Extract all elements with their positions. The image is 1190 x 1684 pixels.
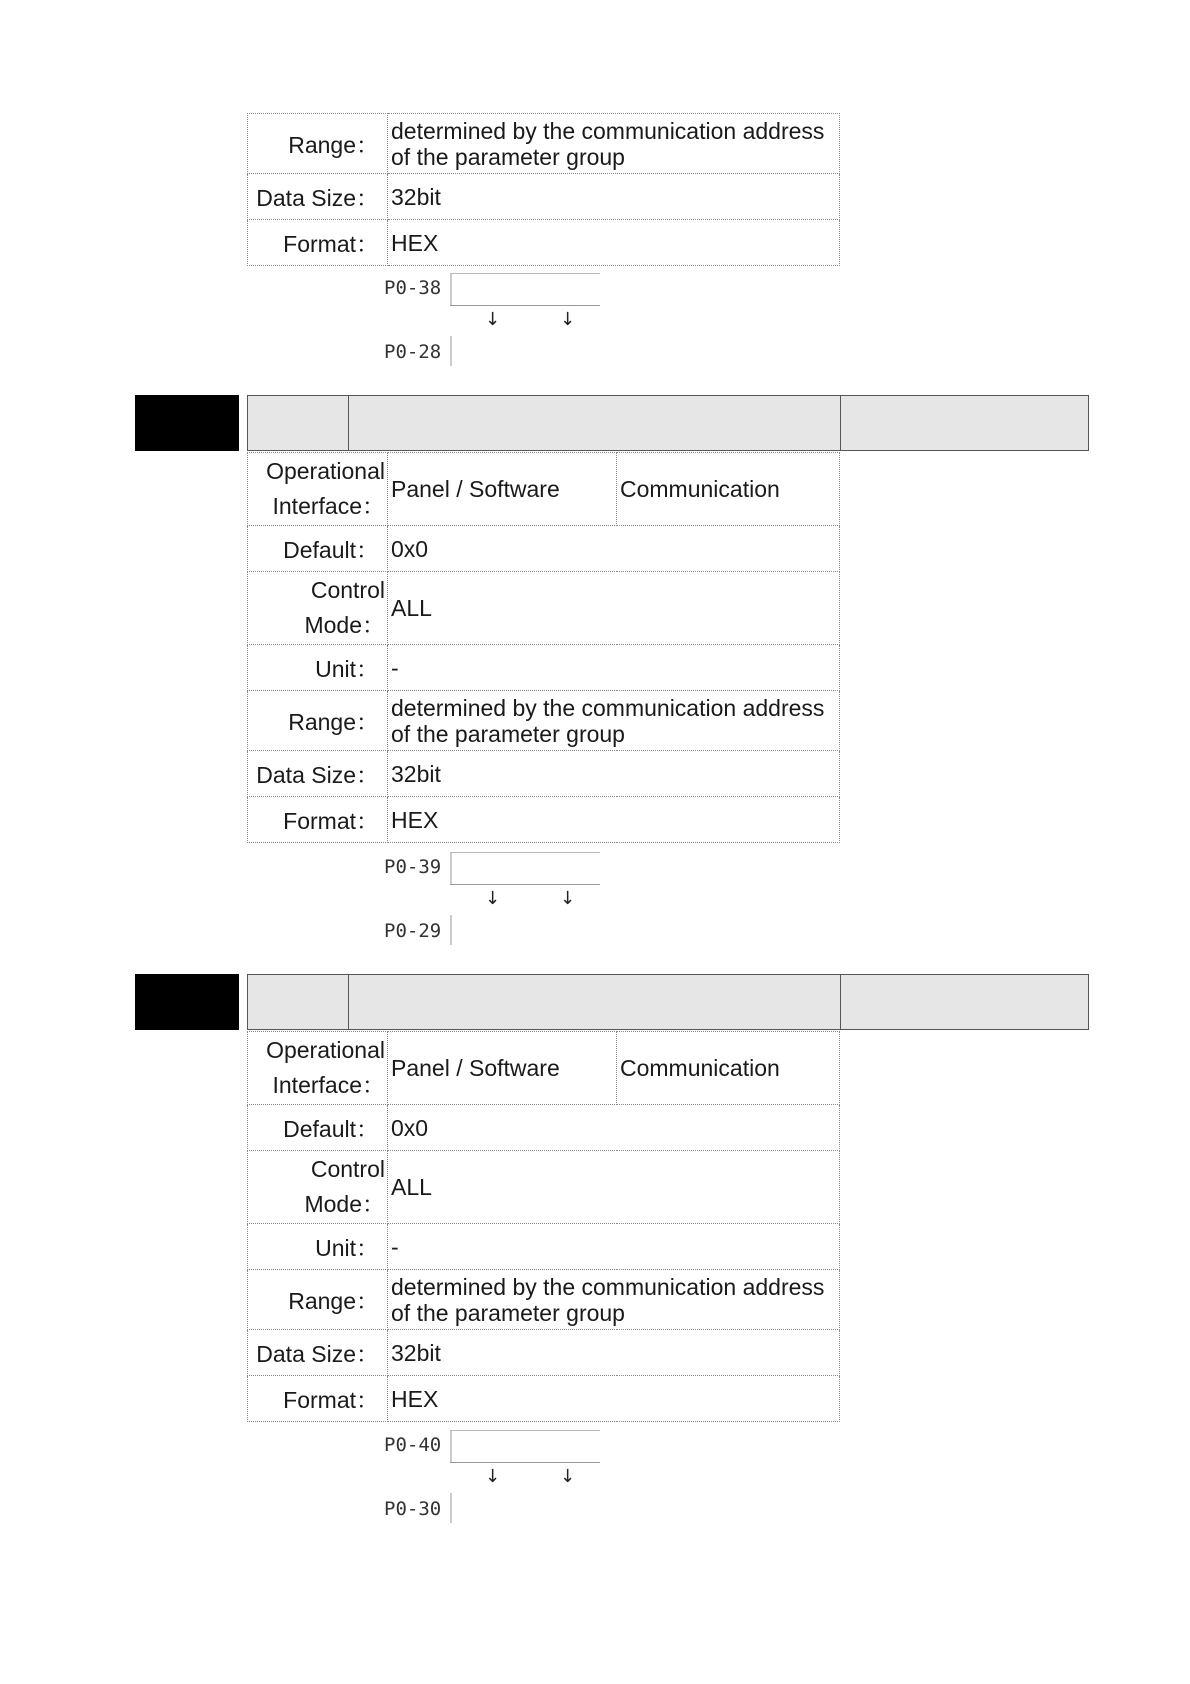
data-size-label: Data Size： bbox=[248, 1330, 388, 1376]
unit-label: Unit： bbox=[248, 1224, 388, 1270]
format-value: HEX bbox=[388, 1376, 840, 1422]
param-tag-block bbox=[135, 974, 239, 1030]
data-size-value: 32bit bbox=[388, 751, 840, 797]
default-value: 0x0 bbox=[388, 526, 840, 572]
map-target-param: P0-29 bbox=[384, 920, 442, 942]
map-source-param: P0-38 bbox=[384, 277, 442, 299]
interface-panel-software: Panel / Software bbox=[388, 453, 617, 526]
down-arrow-icon: ↓ bbox=[485, 888, 501, 909]
param-tag-block bbox=[135, 395, 239, 451]
range-label: Range： bbox=[248, 114, 388, 174]
range-label: Range： bbox=[248, 691, 388, 751]
param-table-1 bbox=[247, 452, 840, 843]
control-mode-label: Control Mode： bbox=[248, 1151, 388, 1224]
map-target-param: P0-30 bbox=[384, 1498, 442, 1520]
data-size-label: Data Size： bbox=[248, 751, 388, 797]
mapping-diagram-1 bbox=[384, 852, 604, 947]
map-source-param: P0-40 bbox=[384, 1434, 442, 1456]
data-size-label: Data Size： bbox=[248, 174, 388, 220]
param-table-2 bbox=[247, 1031, 840, 1422]
down-arrow-icon: ↓ bbox=[485, 309, 501, 330]
param-header-bar bbox=[247, 974, 1089, 1030]
default-label: Default： bbox=[248, 526, 388, 572]
data-size-value: 32bit bbox=[388, 174, 840, 220]
interface-communication: Communication bbox=[617, 453, 840, 526]
map-target-param: P0-28 bbox=[384, 341, 442, 363]
format-label: Format： bbox=[248, 220, 388, 266]
mapping-diagram-2 bbox=[384, 1430, 604, 1525]
range-value: determined by the communication address of the parameter group bbox=[388, 1270, 840, 1330]
format-value: HEX bbox=[388, 220, 840, 266]
operational-interface-label: Operational Interface： bbox=[248, 453, 388, 526]
unit-value: - bbox=[388, 645, 840, 691]
range-label: Range： bbox=[248, 1270, 388, 1330]
interface-communication: Communication bbox=[617, 1032, 840, 1105]
down-arrow-icon: ↓ bbox=[485, 1466, 501, 1487]
control-mode-value: ALL bbox=[388, 572, 840, 645]
map-source-param: P0-39 bbox=[384, 856, 442, 878]
control-mode-value: ALL bbox=[388, 1151, 840, 1224]
param-table-0 bbox=[247, 113, 840, 266]
format-label: Format： bbox=[248, 797, 388, 843]
down-arrow-icon: ↓ bbox=[560, 1466, 576, 1487]
control-mode-label: Control Mode： bbox=[248, 572, 388, 645]
format-label: Format： bbox=[248, 1376, 388, 1422]
range-value: determined by the communication address of the parameter group bbox=[388, 114, 840, 174]
down-arrow-icon: ↓ bbox=[560, 888, 576, 909]
format-value: HEX bbox=[388, 797, 840, 843]
default-value: 0x0 bbox=[388, 1105, 840, 1151]
unit-value: - bbox=[388, 1224, 840, 1270]
operational-interface-label: Operational Interface： bbox=[248, 1032, 388, 1105]
data-size-value: 32bit bbox=[388, 1330, 840, 1376]
default-label: Default： bbox=[248, 1105, 388, 1151]
unit-label: Unit： bbox=[248, 645, 388, 691]
interface-panel-software: Panel / Software bbox=[388, 1032, 617, 1105]
mapping-diagram-0 bbox=[384, 273, 604, 368]
range-value: determined by the communication address of the parameter group bbox=[388, 691, 840, 751]
param-header-bar bbox=[247, 395, 1089, 451]
down-arrow-icon: ↓ bbox=[560, 309, 576, 330]
